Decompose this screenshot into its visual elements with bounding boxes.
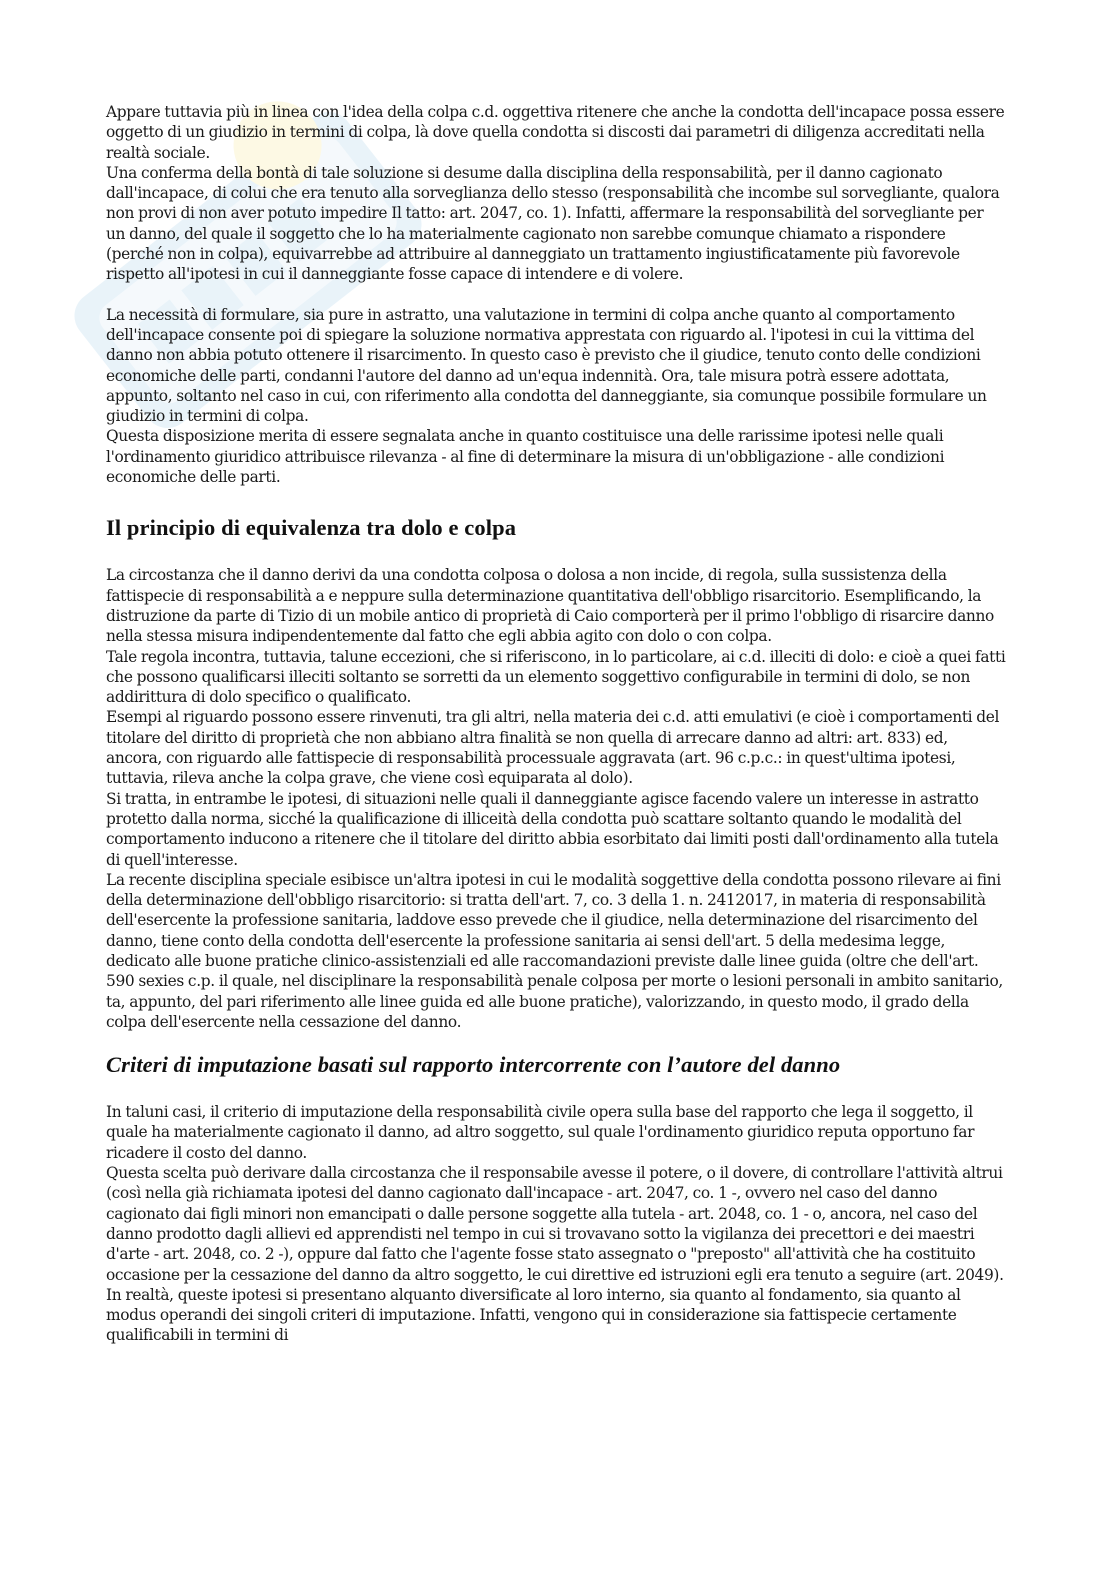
- paragraph: Una conferma della bontà di tale soluzione si desume dalla disciplina della responsabilità, per il danno cagionato dall'incapace, di colui che era tenuto alla sorveglianza dello stesso (responsabilità che incombe sul sorvegliante, qualora non provi di non aver potuto impedire Il tatto: art. 2047, co. 1). Infatti, affermare la responsabilità del sorvegliante per un danno, del quale il soggetto che lo ha materialmente cagionato non sarebbe comunque chiamato a rispondere (perché non in colpa), equivarrebbe ad attribuire al danneggiato un trattamento ingiustificatamente più favorevole rispetto all'ipotesi in cui il danneggiante fosse capace di intendere e di volere.: [106, 163, 1000, 284]
- paragraph: Questa disposizione merita di essere segnalata anche in quanto costituisce una delle rarissime ipotesi nelle quali l'ordinamento giuridico attribuisce rilevanza - al fine di determinare la misura di un'obbligazione - alle condizioni economiche delle parti.: [106, 427, 945, 487]
- paragraph: Questa scelta può derivare dalla circostanza che il responsabile avesse il potere, o il dovere, di controllare l'attività altrui (così nella già richiamata ipotesi del danno cagionato dall'incapace - art. 2047, co. 1 -, ovvero nel caso del danno cagionato dai figli minori non emancipati o dalle persone soggette alla tutela - art. 2048, co. 1 - o, ancora, nel caso del danno prodotto dagli allievi ed apprendisti nel tempo in cui si trovavano sotto la vigilanza dei precettori e dei maestri d'arte - art. 2048, co. 2 -), oppure dal fatto che l'agente fosse stato assegnato o "preposto" all'attività che ha costituito occasione per la cessazione del danno da altro soggetto, le cui direttive ed istruzioni egli era tenuto a seguire (art. 2049). In realtà, queste ipotesi si presentano alquanto diversificate al loro interno, sia quanto al fondamento, sia quanto al modus operandi dei singoli criteri di imputazione. Infatti, vengono qui in considerazione sia fattispecie certamente qualificabili in termini di: [106, 1164, 1004, 1345]
- paragraph: In taluni casi, il criterio di imputazione della responsabilità civile opera sulla base del rapporto che lega il soggetto, il quale ha materialmente cagionato il danno, ad altro soggetto, sul quale l'ordinamento giuridico reputa opportuno far ricadere il costo del danno.: [106, 1103, 975, 1162]
- section-heading: Criteri di imputazione basati sul rapporto intercorrente con l’autore del danno: [106, 1052, 841, 1078]
- paragraph: La recente disciplina speciale esibisce un'altra ipotesi in cui le modalità soggettive della condotta possono rilevare ai fini della determinazione dell'obbligo risarcitorio: si tratta dell'art. 7, co. 3 della 1. n. 2412017, in materia di responsabilità dell'esercente la professione sanitaria, laddove esso prevede che il giudice, nella determinazione del risarcimento del danno, tiene conto della condotta dell'esercente la professione sanitaria ai sensi dell'art. 5 della medesima legge, dedicato alle buone pratiche clinico-assistenziali ed alle raccomandazioni previste dalle linee guida (oltre che dell'art. 590 sexies c.p. il quale, nel disciplinare la responsabilità penale colposa per morte o lesioni personali in ambito sanitario, ta, appunto, del pari riferimento alle linee guida ed alle buone pratiche), valorizzando, in questo modo, il grado della colpa dell'esercente nella cessazione del danno.: [106, 870, 1003, 1031]
- paragraph: Si tratta, in entrambe le ipotesi, di situazioni nelle quali il danneggiante agisce facendo valere un interesse in astratto protetto dalla norma, sicché la qualificazione di illiceità della condotta può scattare soltanto quando le modalità del comportamento inducono a ritenere che il titolare del diritto abbia esorbitato dai limiti posti dall'ordinamento alla tutela di quell'interesse.: [106, 789, 999, 869]
- paragraph: Tale regola incontra, tuttavia, talune eccezioni, che si riferiscono, in lo particolare, ai c.d. illeciti di dolo: e cioè a quei fatti che possono qualificarsi illeciti soltanto se sorretti da un elemento soggettivo configurabile in termini di dolo, se non addirittura di dolo specifico o qualificato.: [106, 647, 1006, 707]
- paragraph: La necessità di formulare, sia pure in astratto, una valutazione in termini di colpa anche quanto al comportamento dell'incapace consente poi di spiegare la soluzione normativa apprestata con riguardo al. l'ipotesi in cui la vittima del danno non abbia potuto ottenere il risarcimento. In questo caso è previsto che il giudice, tenuto conto delle condizioni economiche delle parti, condanni l'autore del danno ad un'equa indennità. Ora, tale misura potrà essere adottata, appunto, soltanto nel caso in cui, con riferimento alla condotta del danneggiante, sia comunque possibile formulare un giudizio in termini di colpa.: [106, 305, 987, 426]
- section-heading: Il principio di equivalenza tra dolo e colpa: [106, 515, 517, 541]
- paragraph: Appare tuttavia più in linea con l'idea della colpa c.d. oggettiva ritenere che anche la condotta dell'incapace possa essere oggetto di un giudizio in termini di colpa, là dove quella condotta si discosti dai parametri di diligenza accreditati nella realtà sociale.: [106, 103, 1005, 162]
- paragraph: Esempi al riguardo possono essere rinvenuti, tra gli altri, nella materia dei c.d. atti emulativi (e cioè i comportamenti del titolare del diritto di proprietà che non abbiano altra finalità se non quella di arrecare danno ad altri: art. 833) ed, ancora, con riguardo alle fattispecie di responsabilità processuale aggravata (art. 96 c.p.c.: in quest'ultima ipotesi, tuttavia, rileva anche la colpa grave, che viene così equiparata al dolo).: [106, 708, 1000, 788]
- document-body: [106, 102, 1006, 1346]
- paragraph: La circostanza che il danno derivi da una condotta colposa o dolosa a non incide, di regola, sulla sussistenza della fattispecie di responsabilità a e neppure sulla determinazione quantitativa dell'obbligo risarcitorio. Esemplificando, la distruzione da parte di Tizio di un mobile antico di proprietà di Caio comporterà per il primo l'obbligo di risarcire danno nella stessa misura indipendentemente dal fatto che egli abbia agito con dolo o con colpa.: [106, 566, 994, 646]
